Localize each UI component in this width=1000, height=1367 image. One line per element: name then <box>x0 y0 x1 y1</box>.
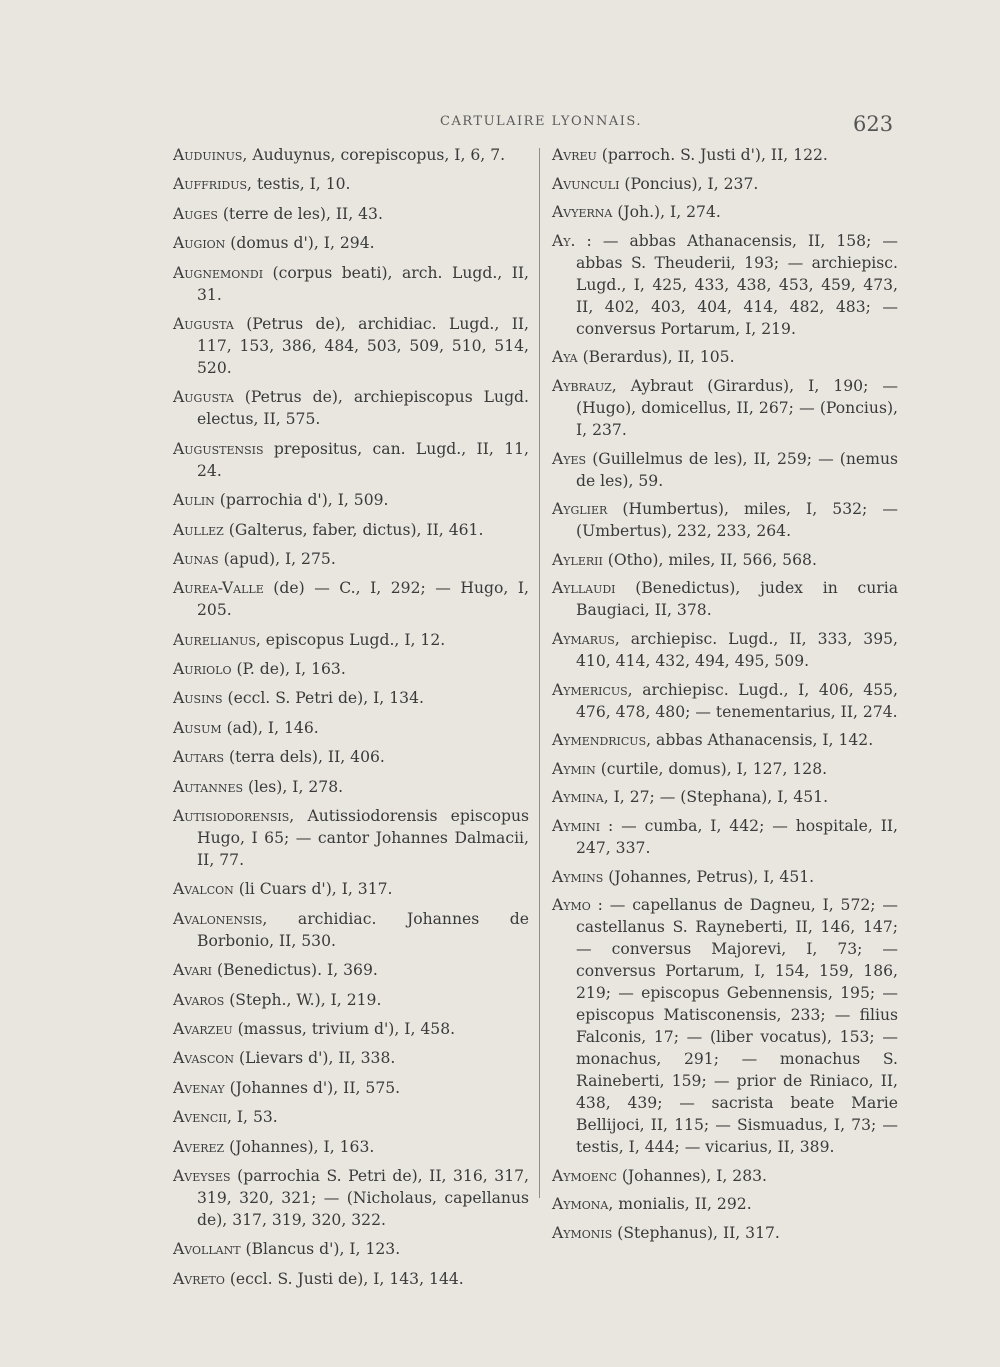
entry-headword: Aymin <box>552 759 596 778</box>
entry-headword: Ayglier <box>552 500 608 519</box>
entry-headword: Auduinus, <box>173 146 248 164</box>
entry-text: (les), I, 278. <box>243 777 344 796</box>
index-entry <box>173 577 529 621</box>
entry-headword: Aurea-Valle <box>173 579 264 598</box>
entry-headword: Avreu <box>552 146 597 164</box>
entry-headword: Aybrauz, <box>552 376 617 395</box>
entry-text: abbas Athanacensis, I, 142. <box>651 731 874 750</box>
index-entry <box>173 1047 529 1069</box>
entry-headword: Avari <box>173 961 213 980</box>
entry-headword: Auffridus, <box>173 175 253 194</box>
entry-headword: Augusta <box>173 314 234 333</box>
entry-headword: Auriolo <box>173 660 232 679</box>
entry-headword: Avollant <box>173 1240 241 1259</box>
entry-text: (Guillelmus de les), II, 259; — (nemus de les), 59. <box>576 449 898 490</box>
entry-text: prepositus, can. Lugd., II, 11, 24. <box>197 439 529 480</box>
entry-text: (terra dels), II, 406. <box>224 748 385 767</box>
entry-text: : — capellanus de Dagneu, I, 572; — castellanus S. Rayneberti, II, 146, 147; — conversus Majorevi, I, 73; — conversus Portarum, I, 154, 159, 186, 219; — episcopus Gebennensis, 195; — episcopus Matisconensis, 233; — filius Falconis, 17; — (liber vocatus), 153; — monachus, 291; — monachus S. Raineberti, 159; — prior de Riniaco, II, 438, 439; — sacrista beate Marie Bellijoci, II, 115; — Sismuadus, I, 73; — testis, I, 444; — vicarius, II, 389. <box>576 896 898 1157</box>
entry-headword: Aymendricus, <box>552 731 652 750</box>
index-entry <box>173 144 529 166</box>
entry-text: (Johannes), I, 163. <box>224 1137 375 1156</box>
entry-headword: Aylerii <box>552 550 603 569</box>
index-entry <box>173 438 529 482</box>
entry-text: (Galterus, faber, dictus), II, 461. <box>223 520 484 539</box>
entry-headword: Avalonensis, <box>173 909 268 928</box>
entry-headword: Avaros <box>173 990 225 1009</box>
entry-text: episcopus Lugd., I, 12. <box>260 630 446 649</box>
entry-text: archiepisc. Lugd., I, 406, 455, 476, 478, 480; — tenementarius, II, 274. <box>576 680 898 721</box>
index-entry <box>173 1136 529 1158</box>
entry-headword: Avarzeu <box>173 1019 233 1038</box>
entry-headword: Augion <box>173 234 226 253</box>
entry-text: Autissiodorensis episcopus Hugo, I 65; — cantor Johannes Dalmacii, II, 77. <box>197 807 529 870</box>
entry-headword: Ayllaudi <box>552 579 616 598</box>
entry-text: Auduynus, corepiscopus, I, 6, 7. <box>247 146 506 164</box>
index-entry <box>552 628 898 672</box>
entry-headword: Avalcon <box>173 880 234 899</box>
entry-headword: Aymonis <box>552 1223 613 1242</box>
entry-headword: Aya <box>552 348 578 367</box>
entry-headword: Augustensis <box>173 439 264 458</box>
index-entry <box>552 1222 898 1244</box>
entry-text: (Johannes), I, 283. <box>616 1166 768 1185</box>
index-entry <box>173 519 529 541</box>
entry-text: (Johannes d'), II, 575. <box>224 1078 401 1097</box>
index-entry <box>173 687 529 709</box>
index-entry <box>173 313 529 379</box>
running-title: CARTULAIRE LYONNAIS. <box>440 114 642 129</box>
index-entry <box>552 346 898 368</box>
entry-text: (parroch. S. Justi d'), II, 122. <box>596 146 828 164</box>
entry-headword: Aymina, <box>552 788 609 807</box>
entry-text: I, 53. <box>231 1108 278 1127</box>
running-head <box>0 112 1000 136</box>
index-entry <box>552 866 898 888</box>
index-entry <box>173 262 529 306</box>
index-entry <box>552 230 898 340</box>
entry-text: : — cumba, I, 442; — hospitale, II, 247, 337. <box>576 816 898 857</box>
entry-text: (P. de), I, 163. <box>231 660 346 679</box>
entry-text: (Stephanus), II, 317. <box>612 1223 780 1242</box>
entry-text: (Blancus d'), I, 123. <box>240 1240 401 1259</box>
index-entry <box>173 629 529 651</box>
entry-text: testis, I, 10. <box>252 175 351 194</box>
index-entry <box>173 805 529 871</box>
index-entry <box>552 1165 898 1187</box>
index-entry <box>173 548 529 570</box>
entry-text: (Otho), miles, II, 566, 568. <box>602 550 817 569</box>
entry-text: (parrochia S. Petri de), II, 316, 317, 319, 320, 321; — (Nicholaus, capellanus de), 317, 319, 320, 322. <box>197 1166 529 1229</box>
entry-headword: Auges <box>173 204 218 223</box>
index-entry <box>173 1268 529 1290</box>
entry-text: I, 27; — (Stephana), I, 451. <box>608 788 829 807</box>
entry-text: (parrochia d'), I, 509. <box>214 491 389 510</box>
index-entry <box>173 386 529 430</box>
entry-text: (eccl. S. Justi de), I, 143, 144. <box>224 1269 464 1288</box>
entry-headword: Augnemondi <box>173 263 264 282</box>
entry-headword: Aunas <box>173 549 219 568</box>
entry-headword: Ausum <box>173 718 222 737</box>
index-entry <box>552 786 898 808</box>
entry-headword: Aymins <box>552 867 604 886</box>
index-entry <box>552 144 898 166</box>
index-entry <box>173 746 529 768</box>
entry-headword: Aymini <box>552 816 601 835</box>
index-entry <box>173 232 529 254</box>
entry-headword: Autisiodorensis, <box>173 807 295 826</box>
entry-headword: Aulin <box>173 491 215 510</box>
entry-text: (Joh.), I, 274. <box>612 203 721 222</box>
entry-text: (terre de les), II, 43. <box>217 204 383 223</box>
entry-headword: Autars <box>173 748 225 767</box>
index-entry <box>552 448 898 492</box>
index-entry <box>173 776 529 798</box>
right-column <box>552 144 898 1250</box>
entry-headword: Avencii, <box>173 1108 232 1127</box>
index-entry <box>173 203 529 225</box>
entry-headword: Aymoenc <box>552 1166 617 1185</box>
index-entry <box>173 908 529 952</box>
column-divider <box>539 148 540 1198</box>
index-entry <box>173 1238 529 1260</box>
left-column <box>173 144 529 1297</box>
index-entry <box>173 878 529 900</box>
entry-text: (Lievars d'), II, 338. <box>234 1049 396 1068</box>
entry-text: (eccl. S. Petri de), I, 134. <box>222 689 424 708</box>
entry-headword: Aymericus, <box>552 680 633 699</box>
entry-headword: Aurelianus, <box>173 630 261 649</box>
entry-text: (corpus beati), arch. Lugd., II, 31. <box>197 263 529 304</box>
entry-headword: Avenay <box>173 1078 225 1097</box>
index-entry <box>173 1106 529 1128</box>
entry-text: (curtile, domus), I, 127, 128. <box>595 759 828 778</box>
index-entry <box>173 173 529 195</box>
entry-text: monialis, II, 292. <box>613 1195 752 1214</box>
entry-headword: Autannes <box>173 777 244 796</box>
index-entry <box>552 894 898 1158</box>
index-entry <box>173 959 529 981</box>
entry-text: (apud), I, 275. <box>218 549 336 568</box>
entry-headword: Avyerna <box>552 203 613 222</box>
index-entry <box>173 717 529 739</box>
entry-text: (li Cuars d'), I, 317. <box>233 880 393 899</box>
entry-text: (Poncius), I, 237. <box>619 174 759 193</box>
entry-text: (Petrus de), archidiac. Lugd., II, 117, 153, 386, 484, 503, 509, 510, 514, 520. <box>197 314 529 377</box>
index-entry <box>552 549 898 571</box>
index-entry <box>552 498 898 542</box>
index-entry <box>173 489 529 511</box>
entry-text: (ad), I, 146. <box>221 718 319 737</box>
index-entry <box>552 758 898 780</box>
entry-headword: Aullez <box>173 520 224 539</box>
page-number: 623 <box>853 112 894 136</box>
index-entry <box>173 1165 529 1231</box>
index-entry <box>173 1018 529 1040</box>
index-entry <box>552 577 898 621</box>
entry-text: (Berardus), II, 105. <box>577 348 735 367</box>
entry-headword: Augusta <box>173 388 234 407</box>
entry-headword: Ay. <box>552 231 576 250</box>
entry-text: (Johannes, Petrus), I, 451. <box>603 867 815 886</box>
entry-text: archiepisc. Lugd., II, 333, 395, 410, 414, 432, 494, 495, 509. <box>576 629 898 670</box>
entry-headword: Avascon <box>173 1049 234 1068</box>
entry-text: Aybraut (Girardus), I, 190; — (Hugo), domicellus, II, 267; — (Poncius), I, 237. <box>576 376 898 439</box>
entry-text: (Steph., W.), I, 219. <box>224 990 382 1009</box>
entry-headword: Ausins <box>173 689 223 708</box>
entry-text: (massus, trivium d'), I, 458. <box>232 1019 456 1038</box>
index-entry <box>552 729 898 751</box>
index-entry <box>173 658 529 680</box>
entry-headword: Ayes <box>552 449 587 468</box>
index-entry <box>552 679 898 723</box>
entry-text: (Benedictus). I, 369. <box>212 961 378 980</box>
index-entry <box>552 173 898 195</box>
index-entry <box>173 1077 529 1099</box>
entry-text: (Humbertus), miles, I, 532; — (Umbertus), 232, 233, 264. <box>576 500 898 541</box>
entry-headword: Avreto <box>173 1269 225 1288</box>
entry-headword: Averez <box>173 1137 225 1156</box>
entry-text: archidiac. Johannes de Borbonio, II, 530. <box>197 909 529 950</box>
index-entry <box>552 375 898 441</box>
index-entry <box>552 815 898 859</box>
entry-text: : — abbas Athanacensis, II, 158; — abbas S. Theuderii, 193; — archiepisc. Lugd., I, 425, 433, 438, 453, 459, 473, II, 402, 403, 404, 414, 482, 483; — conversus Portarum, I, 219. <box>575 231 898 338</box>
entry-headword: Aymona, <box>552 1195 614 1214</box>
entry-text: (de) — C., I, 292; — Hugo, I, 205. <box>197 579 529 620</box>
index-entry <box>552 201 898 223</box>
entry-headword: Aymo <box>552 896 591 915</box>
entry-headword: Avunculi <box>552 174 620 193</box>
index-entry <box>173 989 529 1011</box>
index-entry <box>552 1193 898 1215</box>
entry-headword: Aveyses <box>173 1166 231 1185</box>
entry-text: (Petrus de), archiepiscopus Lugd. electus, II, 575. <box>197 388 529 429</box>
entry-text: (Benedictus), judex in curia Baugiaci, II, 378. <box>576 579 898 620</box>
entry-text: (domus d'), I, 294. <box>225 234 375 253</box>
entry-headword: Aymarus, <box>552 629 620 648</box>
